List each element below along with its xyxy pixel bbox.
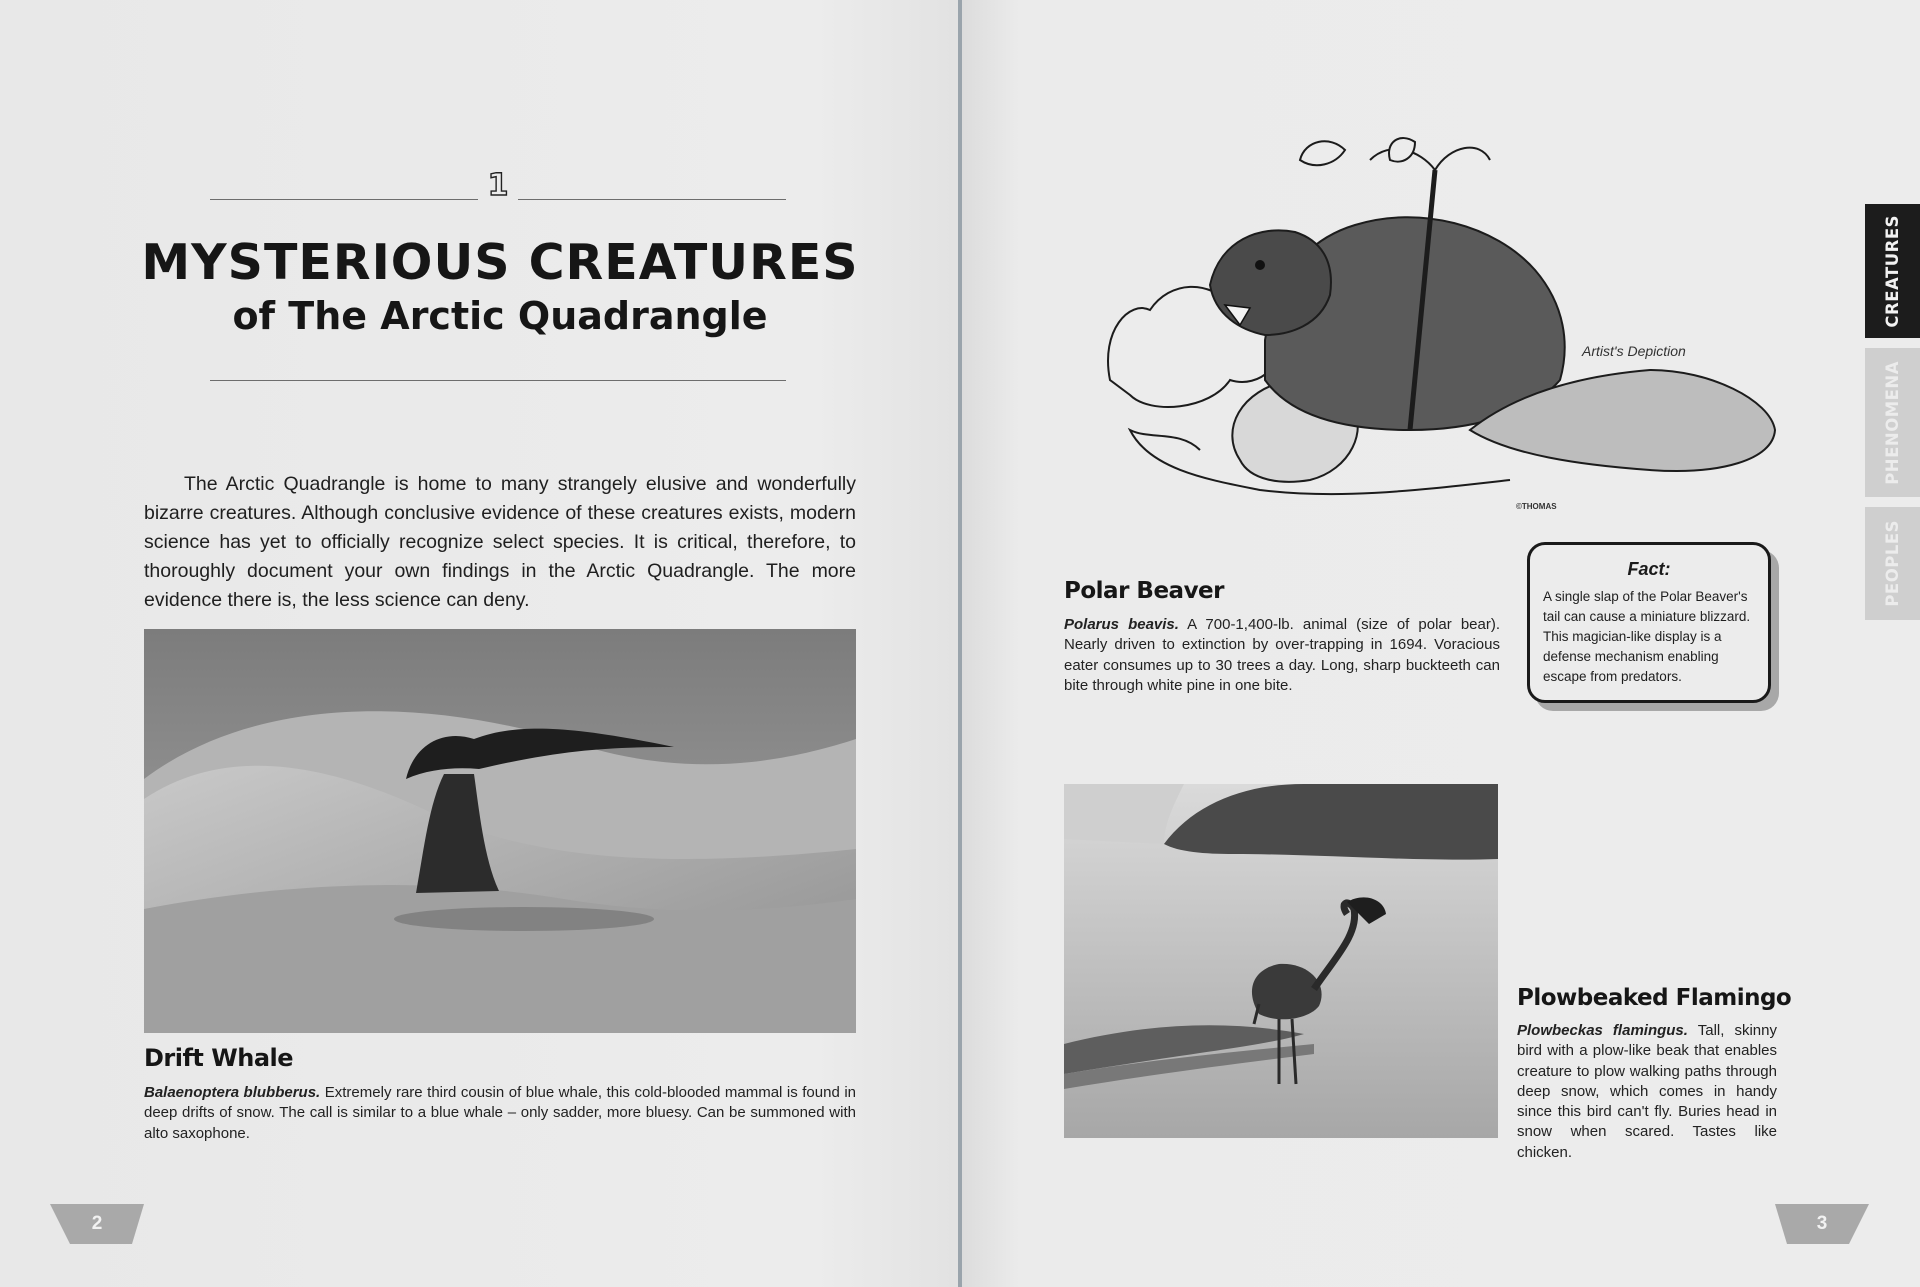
chapter-subtitle: of The Arctic Quadrangle xyxy=(232,294,768,338)
drift-whale-description xyxy=(144,1083,856,1144)
tab-peoples[interactable] xyxy=(1865,507,1920,620)
drift-whale-text: Extremely rare third cousin of blue whale, this cold-blooded mammal is found in deep drifts of snow. The call is similar to a blue whale – only sadder, more bluesy. Can be summoned with alto saxophone. xyxy=(144,1084,856,1142)
page-number-right xyxy=(1775,1202,1869,1246)
plowbeaked-flamingo-title: Plowbeaked Flamingo xyxy=(1517,985,1792,1011)
polar-beaver-title: Polar Beaver xyxy=(1064,578,1224,604)
tab-peoples-label: PEOPLES xyxy=(1883,520,1902,607)
fact-text: A single slap of the Polar Beaver's tail can cause a miniature blizzard. This magician-like display is a defense mechanism enabling escape from predators. xyxy=(1543,589,1751,684)
plowbeaked-flamingo-scientific-name: Plowbeckas flamingus. xyxy=(1517,1022,1688,1039)
drift-whale-photo xyxy=(144,629,856,1033)
polar-beaver-scientific-name: Polarus beavis. xyxy=(1064,616,1179,633)
illustration-caption: Artist's Depiction xyxy=(1582,343,1686,359)
chapter-rule-right xyxy=(518,199,786,200)
plowbeaked-flamingo-text: Tall, skinny bird with a plow-like beak that enables creature to plow walking paths through deep snow, which comes in handy since this bird can't fly. Buries head in snow when scared. Tastes like chicken. xyxy=(1517,1022,1777,1161)
page-number-left xyxy=(50,1202,144,1246)
fact-title: Fact: xyxy=(1627,559,1671,579)
chapter-rule-bottom xyxy=(210,380,786,381)
fact-box xyxy=(1527,542,1771,703)
tab-creatures-label: CREATURES xyxy=(1883,214,1902,328)
page-number-right-label: 3 xyxy=(1816,1213,1828,1234)
chapter-title: MYSTERIOUS CREATURES xyxy=(141,234,859,291)
plowbeaked-flamingo-description xyxy=(1517,1021,1777,1163)
polar-beaver-description xyxy=(1064,615,1500,696)
intro-paragraph: The Arctic Quadrangle is home to many strangely elusive and wonderfully bizarre creatures. Although conclusive evidence of these creatures exists, modern science has yet to officially recognize select species. It is critical, therefore, to thoroughly document your own findings in the Arctic Quadrangle. The more evidence there is, the less science can deny. xyxy=(144,473,856,611)
polar-beaver-text: A 700-1,400-lb. animal (size of polar bear). Nearly driven to extinction by over-trapping in 1694. Voracious eater consumes up to 30 trees a day. Long, sharp buckteeth can bite through white pine in one bite. xyxy=(1064,616,1500,694)
illustration-signature: ©THOMAS xyxy=(1516,502,1557,511)
chapter-rule-left xyxy=(210,199,478,200)
drift-whale-scientific-name: Balaenoptera blubberus. xyxy=(144,1084,321,1101)
tab-phenomena[interactable] xyxy=(1865,348,1920,497)
chapter-number: 1 xyxy=(487,168,509,203)
drift-whale-title: Drift Whale xyxy=(144,1044,294,1072)
plowbeaked-flamingo-photo xyxy=(1064,784,1498,1138)
tab-phenomena-label: PHENOMENA xyxy=(1883,360,1902,485)
page-number-left-label: 2 xyxy=(91,1213,103,1234)
polar-beaver-illustration xyxy=(1090,130,1780,525)
tab-creatures[interactable] xyxy=(1865,204,1920,338)
